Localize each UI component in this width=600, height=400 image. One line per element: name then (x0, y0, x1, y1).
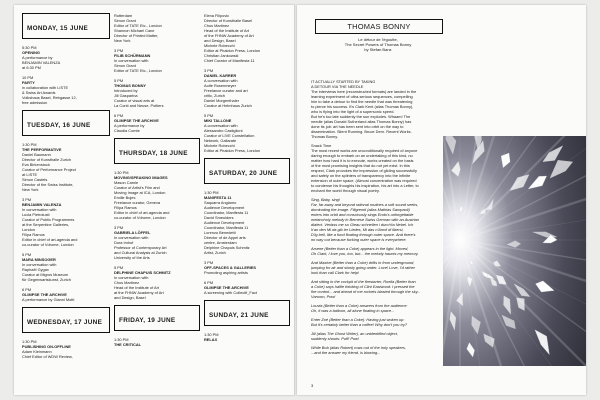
body-line: Oh, it was a balloon, all alone floating in space... (311, 308, 395, 313)
event-line: Head of the Institute of Art (114, 285, 159, 290)
body-line: to condense his thoughts his inspiration, his art into a Letter, to (311, 183, 419, 188)
body-line: Varoom, Pow! (311, 294, 336, 299)
event-line: Simon Castets (22, 177, 48, 182)
event-line: Filipa Ramos (114, 205, 137, 210)
event-line: Michele Robecchi (204, 143, 235, 148)
body-line: of the most promising insights that do not yet exist. In this (311, 163, 410, 168)
day-header (204, 300, 290, 326)
column-2 (114, 13, 200, 352)
article-title-box (315, 19, 443, 34)
event-line: Chus Martinez (114, 280, 140, 285)
body-line: who is flying into the light of a supersonic speed. (311, 109, 395, 114)
program-event (204, 190, 290, 255)
event-line: University of the Arts (114, 255, 150, 260)
body-line: h'an den Mi da gib ier Liedes, Mi das n'Armli di libersi, (311, 227, 404, 232)
event-line: La Conti and Neuse, Poitiers (114, 103, 164, 108)
event-line: Dora Imhof (114, 240, 134, 245)
event-line: David Smeulders (204, 215, 234, 220)
event-line: New York (114, 38, 131, 43)
program-event (204, 68, 290, 108)
body-line: Louvia (Better than a Coke) answers from the audience: (311, 303, 408, 308)
event-line: A performance by (114, 123, 145, 128)
event-line: Promoting aspiring artists (204, 270, 248, 275)
event-line: In conversation with (114, 275, 149, 280)
body-line: fire control... and ahead of me rockets blasted through the sky... (311, 289, 421, 294)
event-line: A screening with Collectif_Fact (204, 290, 257, 295)
event-line: of the FHNW Academy of Art (204, 33, 254, 38)
program-event (22, 75, 110, 105)
event-line: Editor of TATE Etc., London (114, 68, 162, 73)
event-line: In conversation with (22, 207, 57, 212)
body-line: respect, Clark provokes the impression of gliding successfully (311, 168, 417, 173)
event-line: Daniel Baumann (22, 152, 51, 157)
day-label: FRIDAY, 19 JUNE (119, 317, 176, 324)
event-time: 1:30 PM (22, 142, 37, 147)
continued-text (114, 13, 200, 43)
event-line: für Gegenwartskunst, Zurich (22, 277, 71, 282)
event-line: Chief Curator of Manifesta 11 (204, 58, 255, 63)
day-label: THURSDAY, 18 JUNE (119, 150, 188, 157)
event-time: 3 PM (114, 48, 124, 53)
event-line: Alessandro Castiglioni (204, 128, 243, 133)
event-line: Eva Birkenstock (22, 162, 50, 167)
event-line: and Design, Basel (204, 38, 236, 43)
event-time: 10 PM (22, 75, 34, 80)
body-line: enters into orbit and consciously sings Endo's unforgettable (311, 212, 414, 217)
event-line: DANIEL KARRER (204, 73, 237, 78)
event-time: 5 PM (114, 78, 124, 83)
event-line: Curator of visual arts at (114, 98, 155, 103)
event-line: GLIMPSE THE ARCHIVE (22, 292, 67, 297)
event-line: Simon Grant (114, 63, 136, 68)
body-line: enchant the world through visual poetry. (311, 188, 380, 193)
event-line: Editor at Phaidon Press, London (204, 48, 261, 53)
event-time: 3 PM (204, 68, 214, 73)
event-line: GLIMPSE THE ARCHIVE (204, 285, 249, 290)
event-line: in collaboration with LISTE (22, 85, 69, 90)
event-line: THE CRITICAL (114, 342, 142, 347)
article-subtitle (315, 37, 441, 52)
event-line: Curator of Performance Project (22, 167, 76, 172)
event-line: Volkshaus Basel, Rebgasse 12, (22, 95, 77, 100)
event-line: MIKI TALLONE (204, 118, 232, 123)
program-event (114, 337, 200, 347)
body-line: a Coke) says halfie thinking of Clint Eastwood: I pressed the (311, 284, 415, 289)
event-line: Professor of Contemporary Art (114, 245, 167, 250)
event-line: critic, Zurich (204, 93, 225, 98)
program-event (22, 287, 110, 302)
event-line: Raphaël Gygax (22, 267, 49, 272)
event-line: Saquarra Angiamo (204, 200, 237, 205)
body-line: Arsene (Better than a Coke) appears in the light. Moved, (311, 246, 409, 251)
event-line: co-curator of Vdrome, London (22, 242, 74, 247)
event-line: Curator of LIVE Constellation (204, 133, 255, 138)
event-line: Rotterdam (114, 13, 133, 18)
program-event (204, 280, 290, 295)
event-line: Christian Jankowski (204, 53, 239, 58)
event-line: A performance by (22, 55, 53, 60)
continued-text (204, 13, 290, 63)
event-time: 5 PM (114, 265, 124, 270)
event-line: at the FHNW Academy of Art (114, 290, 164, 295)
event-line: MARA MINSOGER (22, 257, 56, 262)
event-line: Editor in chief of art-agenda and (114, 210, 170, 215)
body-line: learning experiment of ultra-serious sequences, compelling (311, 94, 413, 99)
day-header (204, 158, 290, 184)
event-time: 1:30 PM (22, 339, 37, 344)
program-event (22, 45, 110, 70)
program-event (114, 170, 200, 220)
event-line: Emilie Bujes (114, 195, 136, 200)
event-line: PARTY (22, 80, 35, 85)
body-line: dialect. Verlass me so Gieau schnellen i durch'ta Nebel. Ich (311, 222, 414, 227)
program-event (114, 225, 200, 260)
body-line: dominating the image. Filigremti (alias Mathias Sampaoli) (311, 207, 410, 212)
event-line: Introduced by (114, 88, 138, 93)
event-line: In conversation with (22, 262, 57, 267)
column-1 (22, 13, 110, 364)
event-line: Curator of Public Programmes (22, 217, 75, 222)
program-event (22, 339, 110, 359)
event-line: Moving Image at ICA, London (114, 190, 166, 195)
event-line: London (22, 227, 35, 232)
body-line: Jill (alias The Ghost Writer), an unidentified object, (311, 331, 398, 336)
event-line: & Swiss Art Awards (22, 90, 56, 95)
day-label: TUESDAY, 16 JUNE (27, 122, 91, 129)
event-line: FILIB SCHÜRMANN (114, 53, 151, 58)
day-label: MONDAY, 15 JUNE (27, 25, 89, 32)
event-line: Delphine Chapuis Schmitz (204, 245, 250, 250)
body-line: melancholy melody in Bernese Swiss German with an Austrian (311, 217, 419, 222)
event-line: co-curator of Vdrome, London (114, 215, 166, 220)
event-line: Editor at Phaidon Press, London (204, 148, 261, 153)
event-time: 3 PM (22, 197, 32, 202)
event-line: THE PERFORMATIVE (22, 147, 62, 152)
event-line: GLIMPSE THE ARCHIVE (114, 118, 159, 123)
event-line: Editor of TATE Etc., London (114, 23, 162, 28)
program-event (22, 252, 110, 282)
day-label: SATURDAY, 20 JUNE (209, 170, 278, 177)
body-line: done its job: art has been sent into orbit on the way to (311, 124, 404, 129)
body-line: suddenly shouts: Puff! Pow! (311, 336, 360, 341)
body-line: But it's certainly better than a coffee! Why don't you try? (311, 322, 407, 327)
event-line: at LISTE (22, 172, 38, 177)
day-label: WEDNESDAY, 17 JUNE (27, 319, 103, 326)
body-line: no way out because fucking outer space is everywhere. (311, 237, 407, 242)
program-event (114, 48, 200, 73)
subtitle-line: The Secret Powers of Thomas Bonny (344, 42, 412, 47)
event-line: Elena Filipovic (204, 13, 230, 18)
event-line: Director of Printed Matter, (114, 33, 159, 38)
left-page (14, 5, 295, 395)
body-line: him to take a detour to find the needle that was threatening (311, 99, 413, 104)
event-time: 1:30 PM (114, 170, 129, 175)
day-header (22, 13, 110, 39)
event-time: 3 PM (114, 225, 124, 230)
event-line: Michele Robecchi (204, 43, 235, 48)
body-line: D'ig bell, like a fund floating through outer space. And there's (311, 232, 416, 237)
event-line: Freelance curator and art (204, 88, 248, 93)
event-line: Aoife Rosenmeyer (204, 83, 237, 88)
body-line: needle (alias Donald Sutherland alias Thomas Bonny) has (311, 119, 412, 124)
body-line: jumping for air and slowly going under. Love! Love, I'd rather (311, 265, 415, 270)
event-line: OFF-SPACES & GALLERIES (204, 265, 257, 270)
event-time: 3 PM (204, 260, 214, 265)
event-line: Adam Kleinmann (22, 349, 52, 354)
program-event (114, 78, 200, 108)
body-line: extension of outer space. (Almost concentration was required (311, 178, 417, 183)
event-line: A conversation with (204, 78, 238, 83)
event-line: free admission (22, 100, 48, 105)
event-line: at the Serpentine Galleries, (22, 222, 70, 227)
body-line: to pierce his success. It's Clark Kent (alias Thomas Bonny), (311, 104, 414, 109)
event-line: PUBLISHING ON-OFFLINE (22, 344, 71, 349)
body-line: Enter Zoé (Better than a Coke): Having just woken up: (311, 317, 405, 322)
event-line: Curator at Helmhaus Zurich (204, 103, 252, 108)
body-line: dissemination. Silent Running. Bruce Dern. Recent Works. (311, 129, 412, 134)
body-line: Thomas Bonny. (311, 134, 338, 139)
day-header (22, 307, 110, 333)
event-line: Audience Development (204, 220, 245, 225)
event-line: DELPHINE CHAPUIS SCHMITZ (114, 270, 171, 275)
body-line: daring enough to embark on an undertaking of this kind, no (311, 153, 413, 158)
program-event (204, 113, 290, 153)
event-time: 5 PM (204, 113, 214, 118)
event-line: Director of the Swiss Institute, (22, 182, 74, 187)
event-line: MANIFESTA 11 (204, 195, 232, 200)
event-line: Director of de Appel arts (204, 235, 246, 240)
event-line: Jill Gasparina (114, 93, 138, 98)
event-line: Claudia Comte (114, 128, 140, 133)
event-line: Freelance curator, Geneva (114, 200, 161, 205)
event-line: Editor in chief of art-agenda and (22, 237, 78, 242)
body-line: While Bob (alias Robert) rows out of the holy speakers, (311, 345, 406, 350)
subtitle-line: Le détour de l'égoutte, (358, 37, 398, 42)
event-line: BENJAMIN VALENZA (22, 202, 62, 207)
event-line: BENJAMIN VALENZA (22, 60, 61, 65)
body-line: Far, far away and beyond rational routines a soft sound seeks, (311, 202, 419, 207)
event-line: Audience Development (204, 205, 245, 210)
event-line: Coordinator, Manifesta 11 (204, 210, 249, 215)
exploding-shards-illustration (443, 136, 586, 366)
day-header (114, 305, 200, 331)
event-line: and Cultural Analysis at Zurich (114, 250, 167, 255)
event-time: 6 PM (22, 287, 32, 292)
event-line: Lucia Pietroiusti (22, 212, 50, 217)
body-line: and safely on the splinters of transparency into the infinite (311, 173, 411, 178)
event-time: 1:30 PM (204, 332, 219, 337)
event-line: THOMAS BONNY (114, 83, 146, 88)
body-line: look than call Clark for help! (311, 270, 360, 275)
right-page (297, 5, 586, 395)
event-line: In conversation with (114, 58, 149, 63)
event-line: Curator of Artist's Film and (114, 185, 160, 190)
event-time: 6 PM (204, 280, 214, 285)
event-time: 6 PM (114, 113, 124, 118)
subtitle-line: by Stefan Banz (364, 47, 392, 52)
event-line: Coordinator, Manifesta 11 (204, 225, 249, 230)
day-header (22, 110, 110, 136)
event-time: 1:30 PM (204, 190, 219, 195)
body-line: The most recent works are unconditionally required of anyone (311, 148, 418, 153)
event-line: Director of Kunsthalle Basel (204, 18, 253, 23)
event-line: Network, Gallarate (204, 138, 237, 143)
body-line: The interviews here (reconstructed formats) are landed in the (311, 89, 417, 94)
event-line: Simon Grant (114, 18, 136, 23)
event-line: Head of the Institute of Art (204, 28, 249, 33)
program-event (114, 113, 200, 133)
event-line: MOVING/SPEAKING IMAGES (114, 175, 168, 180)
body-line: ...and the answer my friend, is blowing... (311, 350, 381, 355)
event-line: RELAX (204, 337, 218, 342)
event-time: 5:30 PM (22, 45, 37, 50)
event-line: Lorenzo Benedetti (204, 230, 236, 235)
event-line: New York (22, 187, 39, 192)
event-time: 5 PM (22, 252, 32, 257)
column-3 (204, 13, 290, 347)
program-event (204, 260, 290, 275)
event-line: Chief Editor of WDW Review, (22, 354, 73, 359)
event-line: Chus Martinez (204, 23, 230, 28)
program-event (22, 197, 110, 247)
day-header (114, 138, 200, 164)
program-event (114, 265, 200, 300)
event-line: Filipa Ramos (22, 232, 45, 237)
event-time: 1:30 PM (114, 337, 129, 342)
page-number: 3 (311, 383, 314, 388)
event-line: centre, Amsterdam (204, 240, 237, 245)
article-title: THOMAS BONNY (347, 22, 411, 31)
event-line: Shannon Michael Cane (114, 28, 155, 33)
program-event (204, 332, 290, 342)
event-line: Curator at Migros Museum (22, 272, 69, 277)
event-line: and Design, Basel (114, 295, 146, 300)
body-line: IT ACTUALLY STARTED BY TAKING (311, 79, 376, 84)
event-line: GABRIELA LÖFFEL (114, 230, 151, 235)
body-line: But he's too late suddenly the sun explodes. Whaam! The (311, 114, 411, 119)
body-line: And Maxine (Better than a Coke) drifts in from underground, (311, 260, 415, 265)
body-line: matter how hard it is to execute, works created on the basis (311, 158, 414, 163)
event-line: Director of Kunsthalle Zurich (22, 157, 72, 162)
body-line: Oh Clark, I love you, too, but... the melody haunts my memory. (311, 251, 419, 256)
body-line: Snack Time (311, 143, 332, 148)
body-line: Sing, Baby, sing! (311, 197, 340, 202)
day-label: SUNDAY, 21 JUNE (209, 312, 269, 319)
event-line: Artist, Zurich (204, 250, 226, 255)
event-line: Mason Carnie (114, 180, 139, 185)
event-line: Daniel Morgenthaler (204, 98, 240, 103)
program-event (22, 142, 110, 192)
event-line: In conversation with (114, 235, 149, 240)
event-line: A performance by Gianni Motti (22, 297, 75, 302)
event-line: A conversation with (204, 123, 238, 128)
event-line: OPENING (22, 50, 40, 55)
body-line: And sitting in the cockpit of the firestarter, Roella (Better than (311, 279, 416, 284)
event-line: at 6:30 PM (22, 65, 41, 70)
body-line: A DETOUR VIA THE NEEDLE (311, 84, 364, 89)
